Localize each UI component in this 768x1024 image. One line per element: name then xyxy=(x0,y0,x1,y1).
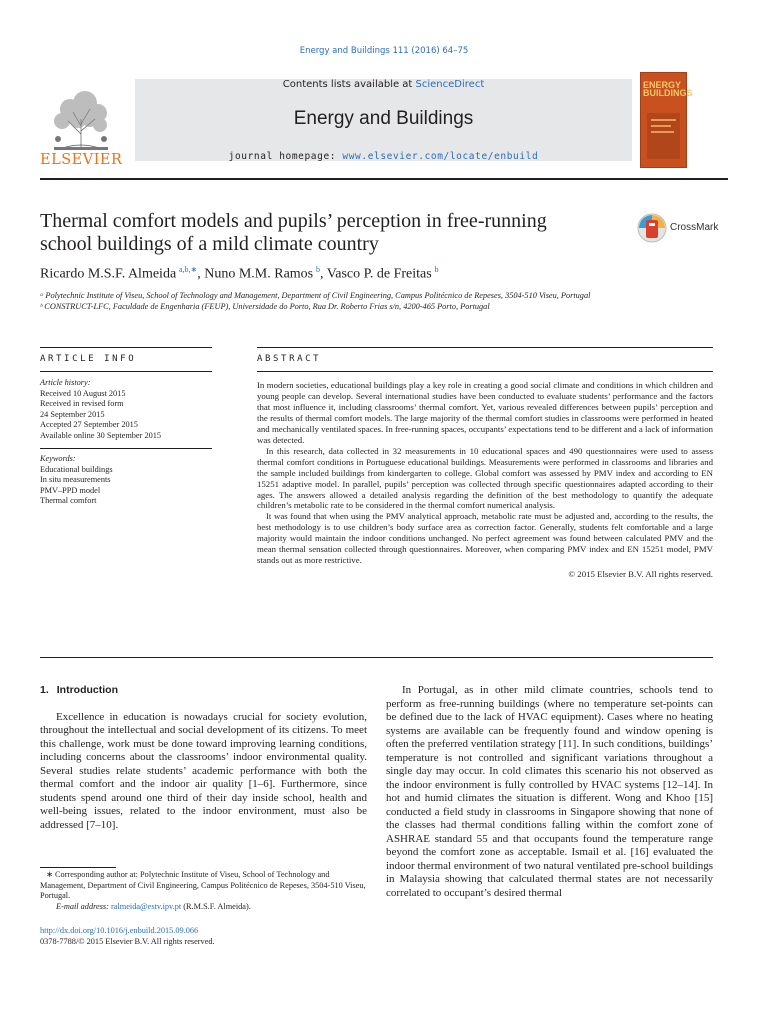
keywords-label: Keywords: xyxy=(40,454,76,463)
cover-art-icon xyxy=(647,113,680,159)
footnote-rule xyxy=(40,867,116,868)
section-heading xyxy=(40,684,367,698)
author-affiliation-marker[interactable]: b xyxy=(315,265,320,274)
journal-title: Energy and Buildings xyxy=(293,108,474,129)
history-item: Accepted 27 September 2015 xyxy=(40,420,138,429)
article-title: Thermal comfort models and pupils’ perception in free-running school buildings of a mild climate country xyxy=(40,210,547,255)
corresponding-author-note: ∗ Corresponding author at: Polytechnic Institute of Viseu, School of Technology and Management, Department of Civil Engineering, Campus Politécnico de Repeses, 3504-510 Viseu, Portugal. xyxy=(40,870,366,900)
affiliation-b: ᵇ CONSTRUCT-LFC, Faculdade de Engenharia (FEUP), Universidade do Porto, Rua Dr. Roberto Frias s/n, 4200-465 Porto, Portugal xyxy=(40,301,490,311)
article-info-rule xyxy=(40,347,212,348)
email-label: E-mail address: xyxy=(56,901,109,911)
body-paragraph: In Portugal, as in other mild climate countries, schools tend to perform as free-running buildings (where no temperature set-points can be defined due to the lack of HVAC equipment). Cases where no heating systems are available can be frequently found and window opening is often the preferred ventilation strategy [11]. In such conditions, buildings’ temperature is not controlled and significant variations throughout a single day may occur. In cold climates this scenario his not observed as the indoor environment is fully controlled by HVAC systems [12–14]. In hot and humid climates the situation is different. Wong and Khoo [15] conducted a field study in classrooms in Singapore showing that none of the classes had thermal conditions falling within the comfort zone of ASHRAE standard 55 and that occupants found the temperature range beyond the comfort zone as acceptable. Ismail et al. [16] evaluated the indoor thermal environment of two natural ventilated pre-school buildings in Malaysia showing that calculated thermal states are not necessarily correlated to occupant’s desired thermal xyxy=(386,684,713,899)
article-info xyxy=(40,378,212,507)
history-item: Received in revised form xyxy=(40,399,124,408)
footnote xyxy=(40,870,367,912)
journal-cover-thumbnail[interactable] xyxy=(640,72,693,168)
copyright-notice: © 2015 Elsevier B.V. All rights reserved. xyxy=(568,569,713,580)
crossmark-icon xyxy=(637,212,667,244)
section-number: 1. xyxy=(40,684,49,696)
history-label: Article history: xyxy=(40,378,91,387)
author-name: Ricardo M.S.F. Almeida xyxy=(40,266,177,282)
body-paragraph: Excellence in education is nowadays crucial for society evolution, throughout the intellectual and social development of its citizens. To meet this challenge, work must be done toward improving learning conditions, including concerns about the classrooms’ indoor environmental quality. Several studies relate students’ academic performance with both the thermal comfort and the indoor air quality [1–6]. Furthermore, since students spend around one third of their day inside school, health and well-being issues, related to the indoor environment, must also be addressed [7–10]. xyxy=(40,710,367,831)
body-rule xyxy=(40,657,713,658)
homepage-prefix: journal homepage: xyxy=(228,151,343,162)
abstract-rule xyxy=(257,347,713,348)
abstract-paragraph: It was found that when using the PMV analytical approach, metabolic rate must be adjusted and, according to the results, the best methodology is to use children’s body surface area as correction factor. Generally, students felt comfortable and a large majority would maintain the indoor conditions unchanged. No perfect agreement was found between calculated PMV and the mean thermal sensation collected through questionnaires. Moreover, when comparing PMV index and EN 15251 model, PMV stands out as more restrictive. xyxy=(257,511,713,566)
section-title: Introduction xyxy=(56,684,119,696)
journal-header xyxy=(40,66,728,174)
abstract-paragraph: In this research, data collected in 32 measurements in 10 educational spaces and 490 questionnaires were used to assess thermal comfort conditions in Portuguese educational buildings. Measurements were performed in classrooms and libraries and the sample included buildings from kindergarten to college. Global comfort was assessed by PMV index and according to EN 15251 adaptive model. In parallel, pupils’ perception was collected through specific questionnaires adapted according to their ages. The answers allowed a detailed analysis regarding the definition of the best methodology to quantify the adequate children’s metabolic rate to be considered in the thermal comfort numerical analysis. xyxy=(257,445,713,511)
abstract-paragraph: In modern societies, educational buildings play a key role in creating a good social climate and conditions in which children and young people can develop. Several international studies have been conducted to evaluate students’ performance and the factors that most influence it, including classrooms’ thermal comfort. Yet, various revealed differences between pupils’ perception and the results of thermal comfort models. The large majority of the thermal comfort studies in classrooms were performed in heated and mechanically ventilated spaces. In free-running spaces, occupants’ expectations tend to be different and a lack of information was detected. xyxy=(257,380,713,445)
author-name: Vasco P. de Freitas xyxy=(326,266,432,282)
sciencedirect-link[interactable]: ScienceDirect xyxy=(415,79,485,90)
contents-prefix: Contents lists available at xyxy=(282,79,416,90)
history-item: 24 September 2015 xyxy=(40,409,105,419)
author-affiliation-marker[interactable]: b xyxy=(434,265,439,274)
author-list: Ricardo M.S.F. Almeida $^{a,b,∗}$, Nuno M.M. Ramos $^b$, Vasco P. de Freitas $^b$ xyxy=(40,265,439,282)
keywords-rule xyxy=(40,448,212,449)
affiliation-a: ᵃ Polytechnic Institute of Viseu, School of Technology and Management, Department of Civil Engineering, Campus Politécnico de Repeses, 3504-510 Viseu, Portugal xyxy=(40,291,591,300)
homepage-line xyxy=(135,151,632,162)
journal-citation[interactable]: Energy and Buildings 111 (2016) 64–75 xyxy=(299,46,469,56)
contents-line xyxy=(135,79,632,90)
crossmark-label: CrossMark xyxy=(670,222,719,233)
history-item: Available online 30 September 2015 xyxy=(40,430,162,440)
homepage-link[interactable]: www.elsevier.com/locate/enbuild xyxy=(342,151,539,162)
abstract-text xyxy=(257,380,713,580)
issn-line: 0378-7788/© 2015 Elsevier B.V. All rights reserved. xyxy=(40,936,215,946)
doi-block xyxy=(40,926,367,947)
author-name: Nuno M.M. Ramos xyxy=(204,266,314,282)
keyword: Educational buildings xyxy=(40,464,113,474)
affiliations xyxy=(40,291,630,312)
history-item: Received 10 August 2015 xyxy=(40,388,126,398)
cover-title: ENERGY BUILDINGS xyxy=(643,80,693,98)
elsevier-wordmark[interactable]: ELSEVIER xyxy=(40,152,123,168)
body-column-left xyxy=(40,684,367,832)
keyword: PMV–PPD model xyxy=(40,485,101,495)
doi-link[interactable]: http://dx.doi.org/10.1016/j.enbuild.2015.09.066 xyxy=(40,926,199,935)
email-link[interactable]: ralmeida@estv.ipv.pt xyxy=(111,901,182,911)
article-info-heading: ARTICLE INFO xyxy=(40,354,137,364)
body-column-right xyxy=(386,684,713,900)
keyword: Thermal comfort xyxy=(40,496,97,505)
abstract-heading: ABSTRACT xyxy=(257,354,322,364)
abstract-rule xyxy=(257,371,713,372)
author-affiliation-marker[interactable]: a,b,∗ xyxy=(178,265,198,274)
header-rule xyxy=(40,178,728,180)
article-info-rule xyxy=(40,371,212,372)
crossmark-badge[interactable] xyxy=(637,212,727,244)
keyword: In situ measurements xyxy=(40,475,111,484)
email-owner: (R.M.S.F. Almeida). xyxy=(183,901,251,911)
